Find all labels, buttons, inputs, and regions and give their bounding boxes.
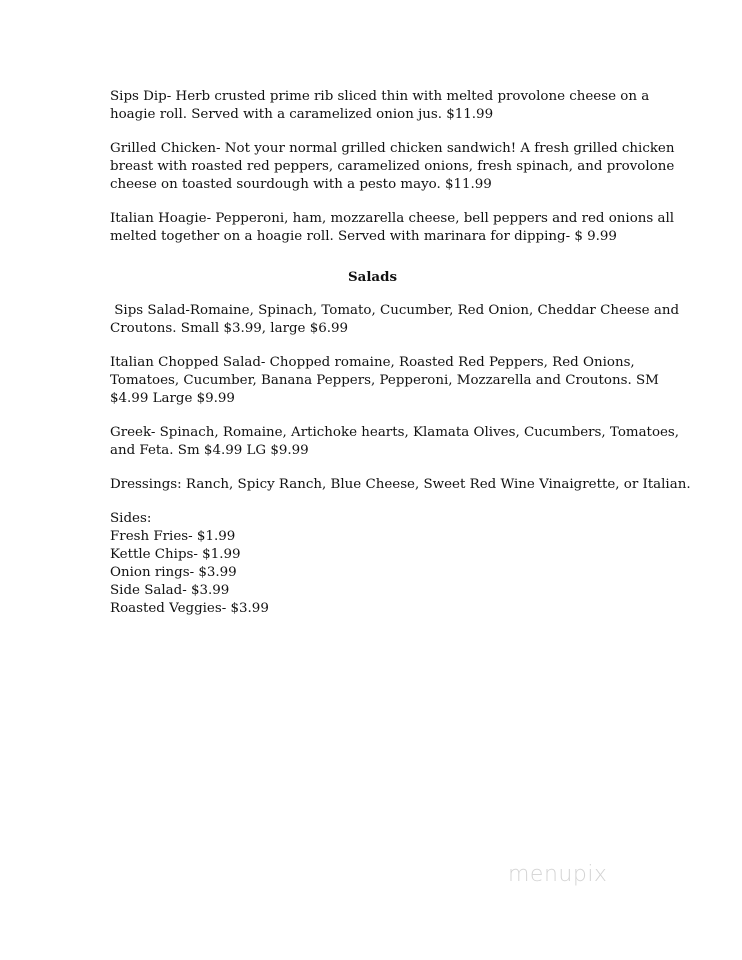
menu-item-line: breast with roasted red peppers, caramelized onions, fresh spinach, and provolone: [110, 159, 675, 174]
menu-item-line: Croutons. Small $3.99, large $6.99: [110, 321, 349, 336]
side-item: Roasted Veggies- $3.99: [110, 601, 269, 616]
menu-item-grilled-chicken: [110, 140, 675, 194]
menu-item-line: Italian Chopped Salad- Chopped romaine, Roasted Red Peppers, Red Onions,: [110, 355, 635, 370]
side-item: Onion rings- $3.99: [110, 565, 237, 580]
dressings-text: Dressings: Ranch, Spicy Ranch, Blue Cheese, Sweet Red Wine Vinaigrette, or Italian.: [110, 477, 691, 492]
menu-item-italian-hoagie: [110, 210, 675, 246]
sides-title: Sides:: [110, 511, 152, 526]
menu-item-line: Greek- Spinach, Romaine, Artichoke hearts, Klamata Olives, Cucumbers, Tomatoes,: [110, 425, 680, 440]
menu-item-italian-chopped-salad: [110, 354, 659, 408]
side-item: Side Salad- $3.99: [110, 583, 230, 598]
salads-heading: Salads: [347, 269, 397, 285]
menu-item-line: Italian Hoagie- Pepperoni, ham, mozzarella cheese, bell peppers and red onions all: [110, 211, 675, 226]
menu-page: [110, 88, 691, 634]
dressings-line: [110, 476, 691, 494]
menu-item-line: melted together on a hoagie roll. Served with marinara for dipping- $ 9.99: [110, 229, 617, 244]
menu-item-line: and Feta. Sm $4.99 LG $9.99: [110, 443, 309, 458]
menu-item-line: hoagie roll. Served with a caramelized onion jus. $11.99: [110, 107, 494, 122]
side-item: Kettle Chips- $1.99: [110, 547, 241, 562]
menu-item-sips-dip: [110, 88, 650, 124]
menu-item-line: cheese on toasted sourdough with a pesto mayo. $11.99: [110, 177, 492, 192]
menu-item-line: Tomatoes, Cucumber, Banana Peppers, Pepperoni, Mozzarella and Croutons. SM: [110, 373, 659, 388]
side-item: Fresh Fries- $1.99: [110, 529, 236, 544]
menu-item-greek-salad: [110, 424, 680, 460]
menu-item-line: Sips Salad-Romaine, Spinach, Tomato, Cucumber, Red Onion, Cheddar Cheese and: [110, 303, 680, 318]
menupix-watermark: menupix: [508, 862, 608, 887]
menu-item-sips-salad: [110, 302, 680, 338]
menu-item-line: $4.99 Large $9.99: [110, 391, 235, 406]
sides-section: [110, 510, 650, 618]
menu-item-line: Sips Dip- Herb crusted prime rib sliced thin with melted provolone cheese on a: [110, 89, 650, 104]
menu-item-line: Grilled Chicken- Not your normal grilled chicken sandwich! A fresh grilled chicken: [110, 141, 675, 156]
